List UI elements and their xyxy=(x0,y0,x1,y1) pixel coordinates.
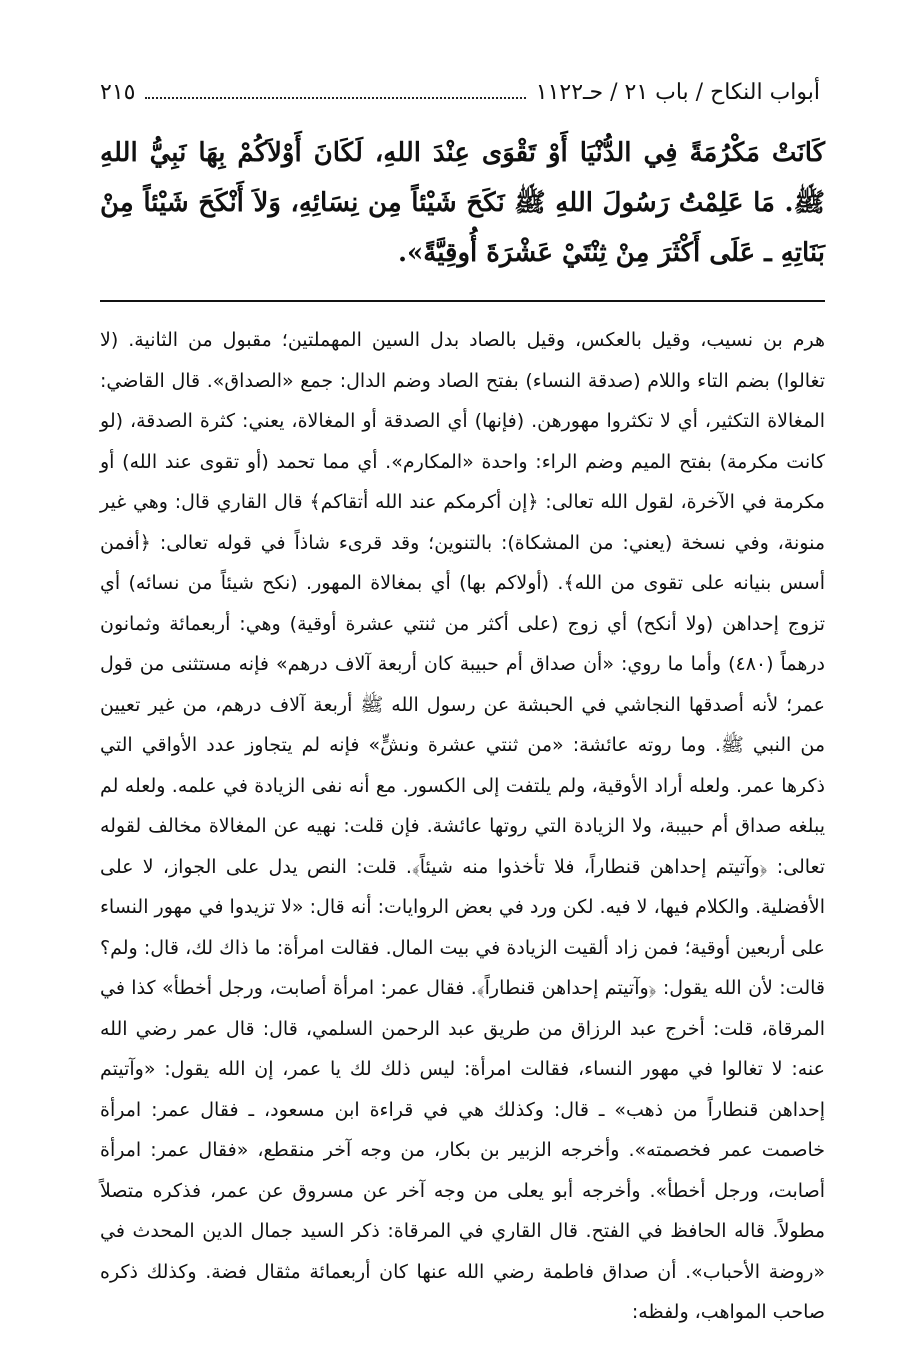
section-divider xyxy=(100,300,825,302)
hadith-text: كَانَتْ مَكْرُمَةً فِي الدُّنْيَا أَوْ تَقْوَى عِنْدَ اللهِ، لَكَانَ أَوْلاَكُمْ بِهَا نَبِيُّ اللهِ ﷺ. مَا عَلِمْتُ رَسُولَ اللهِ ﷺ نَكَحَ شَيْئاً مِن نِسَائِهِ، وَلاَ أَنْكَحَ شَيْئاً مِنْ بَنَاتِهِ ـ عَلَى أَكْثَرَ مِنْ ثِنْتَيْ عَشْرَةَ أُوقِيَّةً». xyxy=(100,138,825,268)
chapter-title: أبواب النكاح / باب ٢١ / حـ١١٢٢ xyxy=(535,80,820,105)
commentary-text xyxy=(100,320,825,1333)
commentary-paragraph: هرم بن نسيب، وقيل بالعكس، وقيل بالصاد بدل السين المهملتين؛ مقبول من الثانية. (لا تغالوا) بضم التاء واللام (صدقة النساء) بفتح الصاد وضم الدال: جمع «الصداق». قال القاضي: المغالاة التكثير، أي لا تكثروا مهورهن. (فإنها) أي الصدقة أو المغالاة، يعني: كثرة الصدقة، (لو كانت مكرمة) بفتح الميم وضم الراء: واحدة «المكارم». أي مما تحمد (أو تقوى عند الله) أو مكرمة في الآخرة، لقول الله تعالى: ﴿إن أكرمكم عند الله أتقاكم﴾ قال القاري قال: وهي غير منونة، وفي نسخة (يعني: من المشكاة): بالتنوين؛ وقد قرىء شاذاً في قوله تعالى: ﴿أفمن أسس بنيانه على تقوى من الله﴾. (أولاكم بها) أي بمغالاة المهور. (نكح شيئاً من نسائه) أي تزوج إحداهن (ولا أنكح) أي زوج (على أكثر من ثنتي عشرة أوقية) وهي: أربعمائة وثمانون درهماً (٤٨٠) وأما ما روي: «أن صداق أم حبيبة كان أربعة آلاف درهم» فإنه مستثنى من قول عمر؛ لأنه أصدقها النجاشي في الحبشة عن رسول الله ﷺ أربعة آلاف درهم، من غير تعيين من النبي ﷺ. وما روته عائشة: «من ثنتي عشرة ونشٍّ» فإنه لم يتجاوز عدد الأواقي التي ذكرها عمر. ولعله أراد الأوقية، ولم يلتفت إلى الكسور. مع أنه نفى الزيادة في علمه. ولعله لم يبلغه صداق أم حبيبة، ولا الزيادة التي روتها عائشة. فإن قلت: نهيه عن المغالاة مخالف لقوله تعالى: ﴿وآتيتم إحداهن قنطاراً، فلا تأخذوا منه شيئاً﴾. قلت: النص يدل على الجواز، لا على الأفضلية. والكلام فيها، لا فيه. لكن ورد في بعض الروايات: أنه قال: «لا تزيدوا في مهور النساء على أربعين أوقية؛ فمن زاد ألقيت الزيادة في بيت المال. فقالت امرأة: ما ذاك لك، قال: ولم؟ قالت: لأن الله يقول: ﴿وآتيتم إحداهن قنطاراً﴾. فقال عمر: امرأة أصابت، ورجل أخطأ» كذا في المرقاة، قلت: أخرج عبد الرزاق من طريق عبد الرحمن السلمي، قال: قال عمر رضي الله عنه: لا تغالوا في مهور النساء، فقالت امرأة: ليس ذلك لك يا عمر، إن الله يقول: «وآتيتم إحداهن قنطاراً من ذهب» ـ قال: وكذلك هي في قراءة ابن مسعود، ـ فقال عمر: امرأة خاصمت عمر فخصمته». وأخرجه الزبير بن بكار، من وجه آخر منقطع، «فقال عمر: امرأة أصابت، ورجل أخطأ». وأخرجه أبو يعلى من وجه آخر عن مسروق عن عمر، فذكره متصلاً مطولاً. قاله الحافظ في الفتح. قال القاري في المرقاة: ذكر السيد جمال الدين المحدث في «روضة الأحباب». أن صداق فاطمة رضي الله عنها كان أربعمائة مثقال فضة. وكذلك ذكره صاحب المواهب، ولفظه: xyxy=(100,329,825,1323)
page-number: ٢١٥ xyxy=(100,80,136,105)
running-header xyxy=(100,78,820,108)
dotted-leader xyxy=(145,83,525,99)
